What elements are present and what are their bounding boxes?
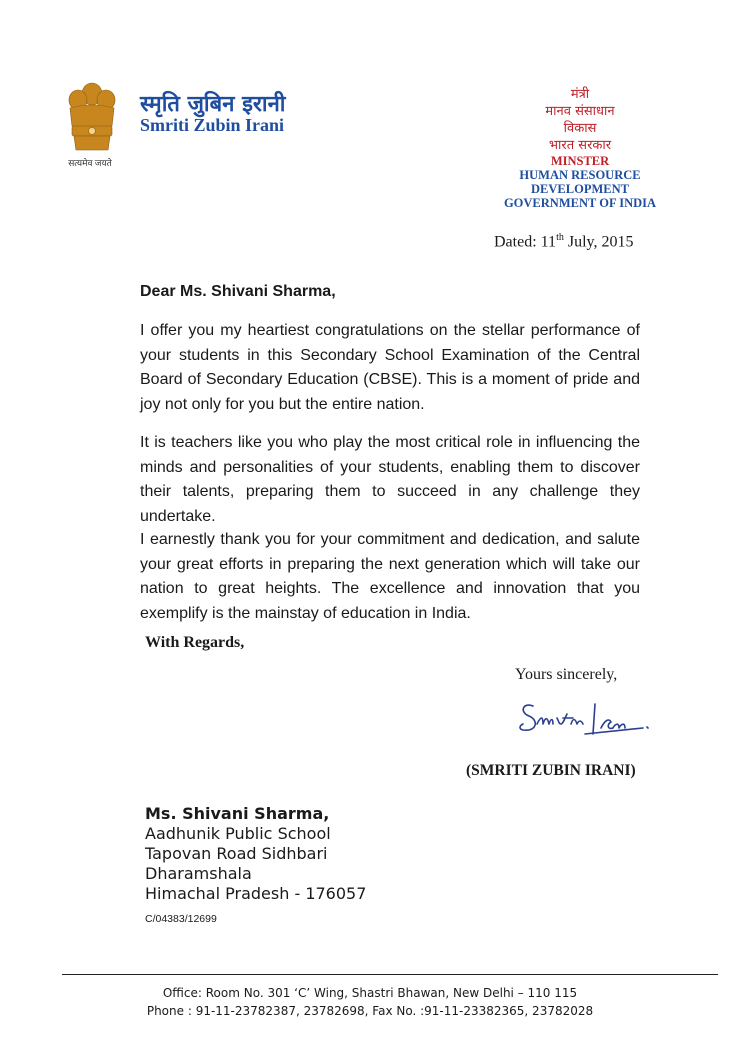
emblem-caption: सत्यमेव जयते bbox=[68, 158, 112, 168]
letter-date bbox=[494, 232, 633, 251]
recipient-address-line: Himachal Pradesh - 176057 bbox=[145, 884, 367, 903]
letter-paragraph: I offer you my heartiest congratulations on the stellar performance of your students in this Secondary School Examination of the Central Board of Secondary Education (CBSE). This is a moment of pride and joy not only for you but the entire nation. bbox=[140, 322, 640, 413]
designation-english-line: HUMAN RESOURCE DEVELOPMENT bbox=[519, 168, 641, 196]
footer-office: Office: Room No. 301 ‘C’ Wing, Shastri Bhawan, New Delhi – 110 115 bbox=[162, 986, 578, 1000]
designation-hindi-line: मंत्री bbox=[570, 87, 590, 102]
recipient-name: Ms. Shivani Sharma, bbox=[145, 804, 330, 823]
minister-name-english: Smriti Zubin Irani bbox=[140, 115, 285, 135]
footer-divider bbox=[62, 974, 718, 975]
date-prefix: Dated: 11 bbox=[494, 233, 557, 251]
signatory-name: (SMRITI ZUBIN IRANI) bbox=[466, 762, 636, 779]
date-suffix: July, 2015 bbox=[563, 233, 634, 251]
salutation: Dear Ms. Shivani Sharma, bbox=[140, 283, 336, 300]
designation-hindi-line: मानव संसाधान bbox=[545, 104, 615, 119]
designation-hindi-line: भारत सरकार bbox=[548, 138, 612, 153]
recipient-address-line: Tapovan Road Sidhbari bbox=[145, 844, 328, 863]
letter-paragraph: It is teachers like you who play the most critical role in influencing the minds and personalities of your students, enabling them to discover their talents, preparing them to succeed in any challenge they undertake. bbox=[140, 434, 640, 525]
footer-contact bbox=[100, 984, 640, 1020]
recipient-address-line: Aadhunik Public School bbox=[145, 824, 331, 843]
designation-block bbox=[470, 86, 690, 210]
designation-hindi-line: विकास bbox=[563, 121, 597, 136]
designation-english-line: MINSTER bbox=[550, 154, 610, 168]
letter-paragraph: I earnestly thank you for your commitment and dedication, and salute your great efforts in preparing the next generation which will take our nation to great heights. The excellence and innovation that you exemplify is the mainstay of education in India. bbox=[140, 531, 640, 622]
reference-number: C/04383/12699 bbox=[145, 913, 217, 925]
handwritten-signature bbox=[515, 694, 650, 744]
designation-english-line: GOVERNMENT OF INDIA bbox=[503, 196, 657, 210]
regards-line: With Regards, bbox=[145, 634, 245, 651]
recipient-address bbox=[145, 804, 366, 904]
minister-name-hindi: स्मृति जुबिन इरानी bbox=[140, 92, 286, 117]
footer-phone: Phone : 91-11-23782387, 23782698, Fax No. :91-11-23382365, 23782028 bbox=[146, 1004, 594, 1018]
recipient-address-line: Dharamshala bbox=[145, 864, 252, 883]
closing-line: Yours sincerely, bbox=[515, 666, 618, 683]
date-superscript: th bbox=[556, 232, 564, 243]
